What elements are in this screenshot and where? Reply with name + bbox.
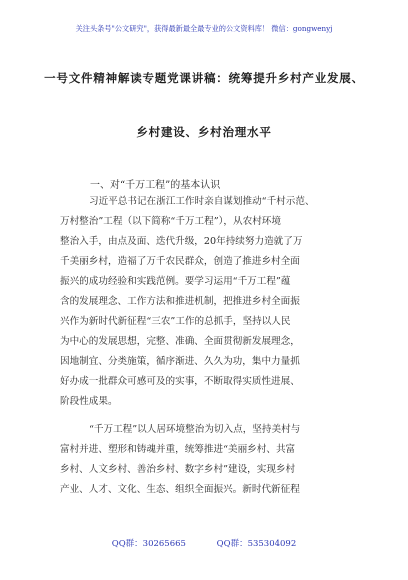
paragraph-line: 整治入手，由点及面、迭代升级，20年持续努力造就了万 (60, 236, 303, 247)
paragraph-line: 千美丽乡村，造福了万千农民群众，创造了推进乡村全面 (60, 256, 300, 267)
section-heading: 一、对“千万工程”的基本认识 (90, 180, 221, 191)
paragraph-line: 因地制宜、分类施策，循序渐进、久久为功，集中力量抓 (60, 356, 300, 367)
header-notice: 关注头条号"公文研究"，获得最新最全最专业的公文资料库！ 微信：gongwenyj (75, 24, 333, 33)
document-title-line-2: 乡村建设、乡村治理水平 (136, 125, 272, 139)
paragraph-line: 好办成一批群众可感可及的实事，不断取得实质性进展、 (60, 376, 300, 387)
paragraph-line: 阶段性成果。 (60, 396, 118, 407)
paragraph-line: 振兴的成功经验和实践范例。要学习运用“千万工程”蕴 (60, 276, 291, 287)
paragraph-line: 含的发展理念、工作方法和推进机制，把推进乡村全面振 (60, 296, 300, 307)
paragraph-line: 为中心的发展思想，完整、准确、全面贯彻新发展理念， (60, 336, 300, 347)
paragraph-line: 习近平总书记在浙江工作时亲自谋划推动“千村示范、 (89, 196, 315, 207)
footer-bar (0, 537, 408, 549)
document-title-line-1: 一号文件精神解读专题党课讲稿：统筹提升乡村产业发展、 (44, 71, 364, 85)
paragraph-line: 兴作为新时代新征程“三农”工作的总抓手，坚持以人民 (60, 316, 291, 327)
qq-group-1: QQ群：30265665 (111, 539, 186, 549)
paragraph-line: 富村并进、塑形和铸魂并重，统筹推进“美丽乡村、共富 (60, 444, 296, 455)
paragraph-line: 万村整治”工程（以下简称“千万工程”），从农村环境 (60, 216, 281, 227)
paragraph-line: 产业、人才、文化、生态、组织全面振兴。新时代新征程 (60, 484, 300, 495)
paragraph-line: 乡村、人文乡村、善治乡村、数字乡村”建设，实现乡村 (60, 464, 296, 475)
paragraph-line: “千万工程”以人居环境整治为切入点，坚持美村与 (89, 424, 301, 435)
qq-group-2: QQ群：535304092 (216, 539, 297, 549)
